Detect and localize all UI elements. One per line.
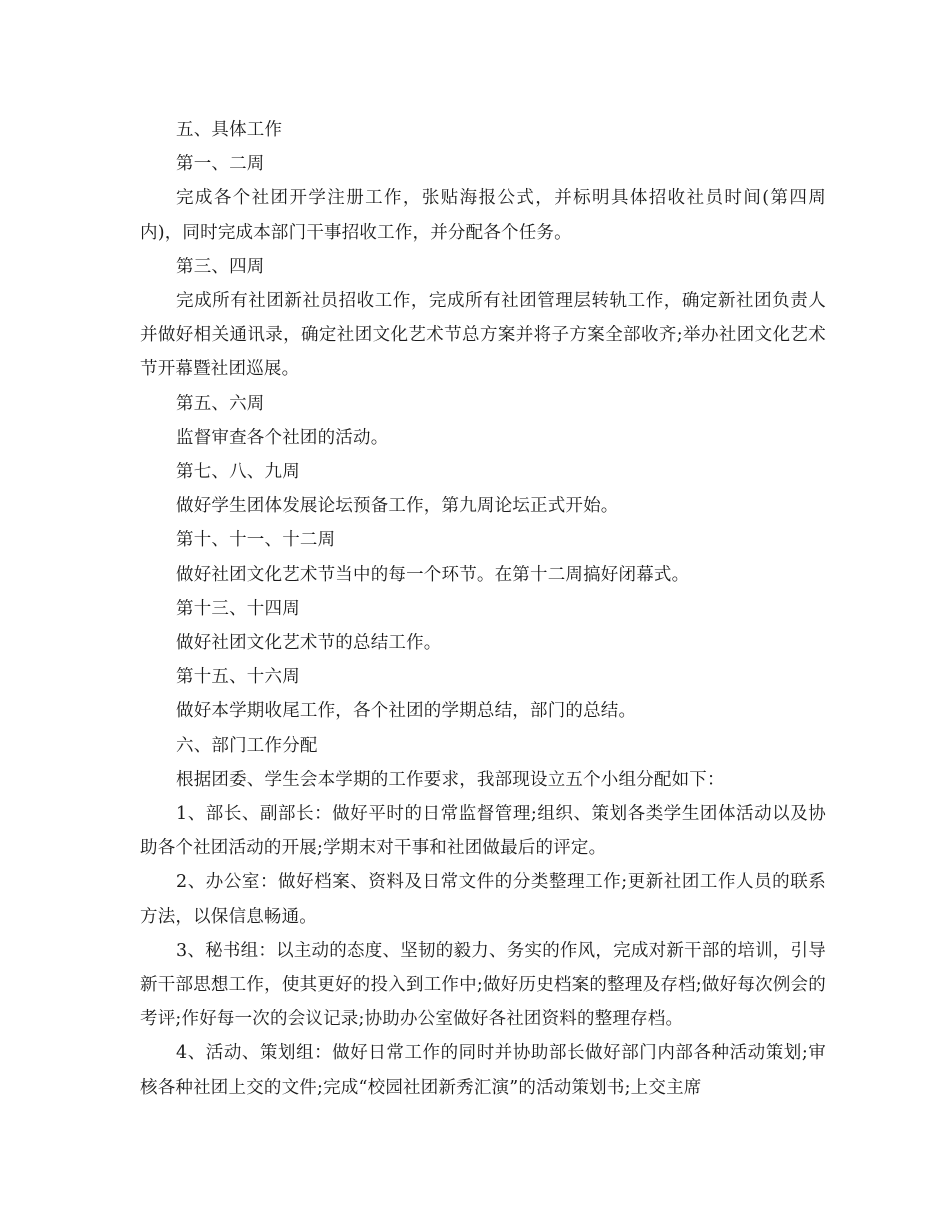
week-heading: 第七、八、九周 (176, 462, 300, 483)
paragraph: 监督审查各个社团的活动。 (176, 427, 389, 448)
week-heading: 第十、十一、十二周 (176, 530, 336, 551)
paragraph: 1、部长、副部长：做好平时的日常监督管理;组织、策划各类学生团体活动以及协助各个社团活动的开展;学期末对干事和社团做最后的评定。 (140, 804, 826, 859)
paragraph: 完成所有社团新社员招收工作，完成所有社团管理层转轨工作，确定新社团负责人并做好相关通讯录，确定社团文化艺术节总方案并将子方案全部收齐;举办社团文化艺术节开幕暨社团巡展。 (140, 291, 826, 380)
paragraph: 完成各个社团开学注册工作，张贴海报公式，并标明具体招收社员时间(第四周内)，同时完成本部门干事招收工作，并分配各个任务。 (140, 188, 826, 243)
paragraph: 做好学生团体发展论坛预备工作，第九周论坛正式开始。 (176, 496, 619, 517)
section-heading: 六、部门工作分配 (176, 735, 318, 756)
paragraph: 做好社团文化艺术节当中的每一个环节。在第十二周搞好闭幕式。 (176, 564, 690, 585)
week-heading: 第十三、十四周 (176, 598, 300, 619)
week-heading: 第一、二周 (176, 154, 265, 175)
section-heading: 五、具体工作 (176, 120, 283, 140)
week-heading: 第五、六周 (176, 393, 265, 414)
paragraph: 4、活动、策划组：做好日常工作的同时并协助部长做好部门内部各种活动策划;审核各种社团上交的文件;完成“校园社团新秀汇演”的活动策划书;上交主席 (140, 1043, 826, 1098)
paragraph: 做好社团文化艺术节的总结工作。 (176, 633, 442, 654)
paragraph: 根据团委、学生会本学期的工作要求，我部现设立五个小组分配如下： (176, 769, 725, 790)
week-heading: 第十五、十六周 (176, 667, 300, 688)
week-heading: 第三、四周 (176, 256, 265, 277)
paragraph: 做好本学期收尾工作，各个社团的学期总结，部门的总结。 (176, 701, 637, 722)
paragraph: 3、秘书组：以主动的态度、坚韧的毅力、务实的作风，完成对新干部的培训，引导新干部思想工作，使其更好的投入到工作中;做好历史档案的整理及存档;做好每次例会的考评;作好每一次的会议记录;协助办公室做好各社团资料的整理存档。 (140, 940, 826, 1030)
document-body (140, 113, 826, 1105)
paragraph: 2、办公室：做好档案、资料及日常文件的分类整理工作;更新社团工作人员的联系方法，以保信息畅通。 (140, 872, 826, 927)
